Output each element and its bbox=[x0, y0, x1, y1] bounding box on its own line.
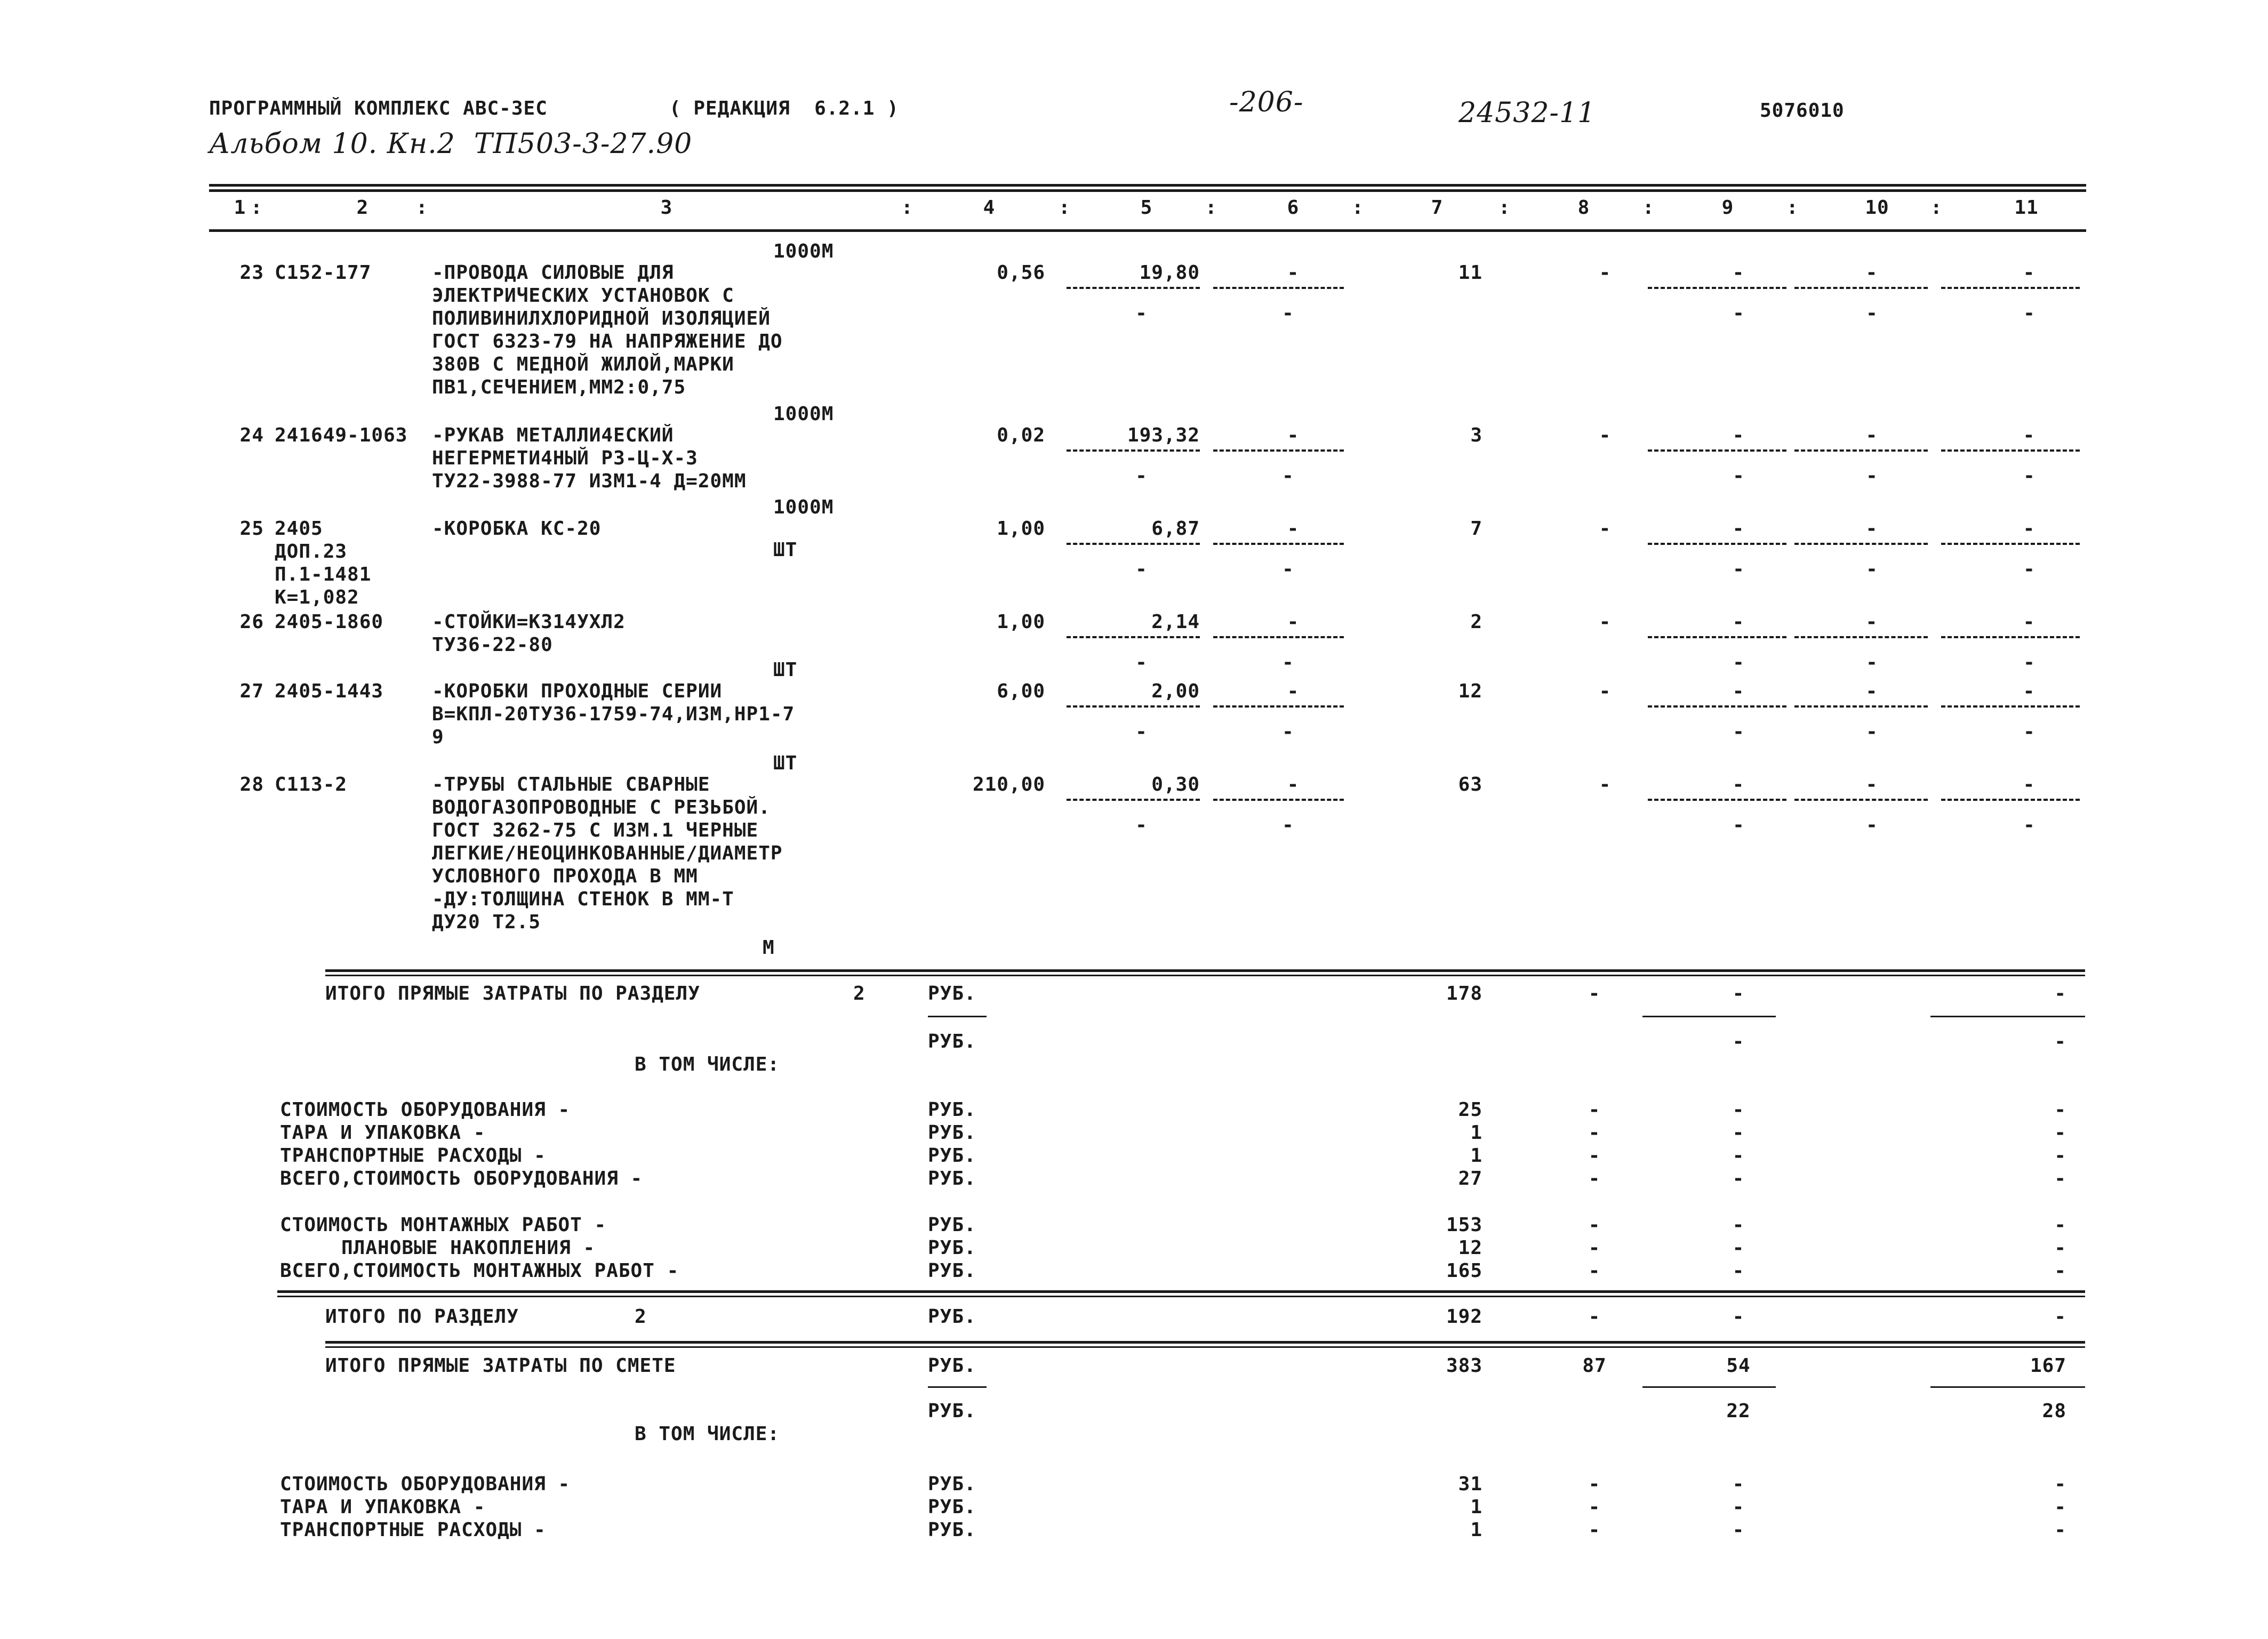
sub-dash-mark: - bbox=[1135, 721, 1147, 743]
col10-value: - bbox=[1865, 518, 1878, 540]
unit-label: 1000М bbox=[773, 496, 834, 518]
row-number: 24 bbox=[239, 424, 264, 446]
sub-dash-mark: - bbox=[1866, 558, 1878, 580]
total-cost: 178 bbox=[1446, 983, 1482, 1005]
sub-dash-mark: - bbox=[1282, 814, 1294, 836]
column-separator: : bbox=[1930, 197, 1943, 219]
item-description: ЭЛЕКТРИЧЕСКИХ УСТАНОВОК С bbox=[432, 285, 734, 307]
column-separator: : bbox=[1059, 197, 1071, 219]
col11-value: - bbox=[2054, 1260, 2066, 1282]
section-item: ТАРА И УПАКОВКА - bbox=[280, 1122, 486, 1144]
currency-unit: РУБ. bbox=[928, 1237, 976, 1259]
edition-label: ( РЕДАКЦИЯ 6.2.1 ) bbox=[669, 98, 899, 119]
col9-underline bbox=[1642, 1386, 1776, 1388]
total-cost: 12 bbox=[1458, 1237, 1482, 1259]
subtotal-dash bbox=[1067, 799, 1200, 802]
item-description: ГОСТ 3262-75 С ИЗМ.1 ЧЕРНЫЕ bbox=[432, 820, 759, 841]
unit-label: 1000М bbox=[773, 403, 834, 425]
row-number: 23 bbox=[239, 262, 264, 284]
currency-unit: РУБ. bbox=[928, 1145, 976, 1167]
unit-price: 19,80 bbox=[1139, 262, 1200, 284]
item-description: УСЛОВНОГО ПРОХОДА В ММ bbox=[432, 865, 698, 887]
item-code: П.1-1481 bbox=[275, 564, 372, 585]
column-header-6: 6 bbox=[1287, 197, 1300, 219]
column-header-2: 2 bbox=[356, 197, 369, 219]
col11-value: - bbox=[2054, 1168, 2066, 1190]
col9-value: - bbox=[1732, 1496, 1745, 1518]
currency-unit: РУБ. bbox=[928, 1260, 976, 1282]
document-id: 5076010 bbox=[1760, 100, 1845, 122]
item-code: 2405 bbox=[275, 518, 323, 540]
column-header-9: 9 bbox=[1721, 197, 1734, 219]
column-separator: : bbox=[1205, 197, 1217, 219]
subtotal-dash bbox=[1213, 449, 1344, 453]
column-header-4: 4 bbox=[983, 197, 996, 219]
col10-value: - bbox=[1865, 611, 1878, 633]
col11-value: - bbox=[2023, 518, 2035, 540]
col11-value: - bbox=[2054, 1214, 2066, 1236]
item-description: В=КПЛ-20ТУ36-1759-74,ИЗМ,НР1-7 bbox=[432, 703, 795, 725]
col6-value: - bbox=[1287, 774, 1300, 796]
col9-value: - bbox=[1732, 424, 1745, 446]
item-description: -ПРОВОДА СИЛОВЫЕ ДЛЯ bbox=[432, 262, 674, 284]
album-reference: Альбом 10. Кн.2 ТП503-3-27.90 bbox=[209, 128, 693, 160]
unit-price: 2,00 bbox=[1151, 680, 1200, 702]
column-header-8: 8 bbox=[1577, 197, 1590, 219]
subtotal-dash bbox=[1794, 449, 1928, 453]
col11-value: - bbox=[2023, 424, 2035, 446]
col6-value: - bbox=[1287, 611, 1300, 633]
col9-value: - bbox=[1732, 1260, 1745, 1282]
subtotal-dash bbox=[1213, 543, 1344, 547]
col8-value: - bbox=[1599, 262, 1612, 284]
col9-value: 54 bbox=[1726, 1355, 1751, 1377]
col10-value: - bbox=[1865, 774, 1878, 796]
subtotal-dash bbox=[1067, 636, 1200, 640]
currency-unit: РУБ. bbox=[928, 1122, 976, 1144]
col9-value: - bbox=[1732, 1306, 1745, 1328]
item-description: ВОДОГАЗОПРОВОДНЫЕ С РЕЗЬБОЙ. bbox=[432, 797, 771, 818]
subtotal-dash bbox=[1941, 287, 2080, 291]
col9-value: - bbox=[1732, 1168, 1745, 1190]
total-cost: 27 bbox=[1458, 1168, 1482, 1190]
subtotal-dash bbox=[1067, 543, 1200, 547]
currency-unit: РУБ. bbox=[928, 1496, 976, 1518]
currency-unit: РУБ. bbox=[928, 1355, 976, 1377]
sub-dash-mark: - bbox=[1733, 652, 1744, 673]
column-separator: : bbox=[1642, 197, 1655, 219]
estimate-rule bbox=[325, 1341, 2085, 1344]
program-title: ПРОГРАММНЫЙ КОМПЛЕКС АВС-ЗЕС bbox=[209, 98, 548, 119]
sub-dash-mark: - bbox=[1733, 465, 1744, 487]
col8-value: - bbox=[1599, 611, 1612, 633]
row-number: 26 bbox=[239, 611, 264, 633]
item-description: -ДУ:ТОЛЩИНА СТЕНОК В ММ-Т bbox=[432, 888, 734, 910]
total-cost: 11 bbox=[1458, 262, 1482, 284]
item-code: 241649-1063 bbox=[275, 424, 408, 446]
sub-dash-mark: - bbox=[2023, 721, 2035, 743]
item-description: НЕГЕРМЕТИ4НЫЙ Р3-Ц-Х-3 bbox=[432, 447, 698, 469]
col9-value: - bbox=[1732, 262, 1745, 284]
item-description: -КОРОБКИ ПРОХОДНЫЕ СЕРИИ bbox=[432, 680, 723, 702]
sub-dash-mark: - bbox=[1733, 721, 1744, 743]
sub-dash-mark: - bbox=[1135, 652, 1147, 673]
total-cost: 25 bbox=[1458, 1099, 1482, 1121]
sub-dash-mark: - bbox=[2023, 814, 2035, 836]
section-item: ВСЕГО,СТОИМОСТЬ ОБОРУДОВАНИЯ - bbox=[280, 1168, 643, 1190]
quantity: 1,00 bbox=[997, 518, 1045, 540]
sub-dash-mark: - bbox=[2023, 465, 2035, 487]
item-description: ЛЕГКИЕ/НЕОЦИНКОВАННЫЕ/ДИАМЕТР bbox=[432, 842, 783, 864]
subtotal-dash bbox=[1648, 705, 1786, 709]
section-item: ВСЕГО,СТОИМОСТЬ МОНТАЖНЫХ РАБОТ - bbox=[280, 1260, 679, 1282]
including-heading: В ТОМ ЧИСЛЕ: bbox=[635, 1423, 780, 1445]
col10-value: - bbox=[1865, 262, 1878, 284]
section-item: СТОИМОСТЬ МОНТАЖНЫХ РАБОТ - bbox=[280, 1214, 607, 1236]
col11-value: - bbox=[2054, 1306, 2066, 1328]
col8-value: - bbox=[1588, 1519, 1601, 1541]
col11-value: - bbox=[2023, 680, 2035, 702]
column-separator: : bbox=[1352, 197, 1364, 219]
subtotal-dash bbox=[1794, 705, 1928, 709]
col8-value: - bbox=[1588, 1214, 1601, 1236]
page-number: -206- bbox=[1229, 86, 1304, 118]
col8-value: - bbox=[1588, 1260, 1601, 1282]
section-number: 2 bbox=[853, 983, 865, 1005]
section-total-rule bbox=[277, 1290, 2085, 1293]
subtotal-dash bbox=[1794, 287, 1928, 291]
sub-dash-mark: - bbox=[1866, 652, 1878, 673]
col9-value: - bbox=[1732, 518, 1745, 540]
column-header-5: 5 bbox=[1140, 197, 1153, 219]
sub-dash-mark: - bbox=[2023, 558, 2035, 580]
col9-value: - bbox=[1732, 774, 1745, 796]
estimate-direct-costs: ИТОГО ПРЯМЫЕ ЗАТРАТЫ ПО СМЕТЕ bbox=[325, 1355, 676, 1377]
col9-value: - bbox=[1732, 1122, 1745, 1144]
unit-label: ШТ bbox=[773, 752, 798, 774]
sub-dash-mark: - bbox=[1135, 814, 1147, 836]
item-code: К=1,082 bbox=[275, 586, 359, 608]
unit-price: 6,87 bbox=[1151, 518, 1200, 540]
subtotal-dash bbox=[1648, 543, 1786, 547]
column-separator: : bbox=[1498, 197, 1511, 219]
col8-value: - bbox=[1588, 1122, 1601, 1144]
col9-value: - bbox=[1732, 1237, 1745, 1259]
col11-value: - bbox=[2054, 983, 2066, 1005]
column-header-1: 1 bbox=[234, 197, 246, 219]
column-header-7: 7 bbox=[1431, 197, 1444, 219]
currency-underline bbox=[928, 1016, 987, 1017]
section-total: ИТОГО ПО РАЗДЕЛУ bbox=[325, 1306, 519, 1328]
total-cost: 383 bbox=[1446, 1355, 1482, 1377]
subtotal-dash bbox=[1941, 636, 2080, 640]
col8-value: - bbox=[1599, 518, 1612, 540]
currency-unit: РУБ. bbox=[928, 1400, 976, 1422]
quantity: 6,00 bbox=[997, 680, 1045, 702]
col11-value: - bbox=[2054, 1473, 2066, 1495]
sub-dash-mark: - bbox=[1866, 302, 1878, 324]
col6-value: - bbox=[1287, 518, 1300, 540]
section-total-rule-2 bbox=[277, 1296, 2085, 1297]
subtotal-dash bbox=[1067, 449, 1200, 453]
item-code: С113-2 bbox=[275, 774, 348, 796]
col11-value: 28 bbox=[2042, 1400, 2066, 1422]
row-number: 28 bbox=[239, 774, 264, 796]
col8-value: - bbox=[1588, 1168, 1601, 1190]
item-description: ПОЛИВИНИЛХЛОРИДНОЙ ИЗОЛЯЦИЕЙ bbox=[432, 308, 771, 330]
col11-value: - bbox=[2023, 774, 2035, 796]
sub-dash-mark: - bbox=[1733, 558, 1744, 580]
quantity: 0,02 bbox=[997, 424, 1045, 446]
sub-dash-mark: - bbox=[2023, 652, 2035, 673]
item-description: ПВ1,СЕЧЕНИЕМ,ММ2:0,75 bbox=[432, 376, 686, 398]
col11-value: - bbox=[2054, 1519, 2066, 1541]
sub-dash-mark: - bbox=[1135, 465, 1147, 487]
total-cost: 1 bbox=[1470, 1496, 1482, 1518]
including-heading: В ТОМ ЧИСЛЕ: bbox=[635, 1054, 780, 1075]
unit-label: ШТ bbox=[773, 659, 798, 681]
col9-value: - bbox=[1732, 1145, 1745, 1167]
total-cost: 165 bbox=[1446, 1260, 1482, 1282]
quantity: 0,56 bbox=[997, 262, 1045, 284]
item-description: 9 bbox=[432, 726, 444, 748]
currency-unit: РУБ. bbox=[928, 1099, 976, 1121]
section-item: СТОИМОСТЬ ОБОРУДОВАНИЯ - bbox=[280, 1099, 571, 1121]
row-number: 25 bbox=[239, 518, 264, 540]
currency-unit: РУБ. bbox=[928, 1519, 976, 1541]
sub-dash-mark: - bbox=[1282, 721, 1294, 743]
subtotal-dash bbox=[1213, 705, 1344, 709]
subtotal-dash bbox=[1648, 636, 1786, 640]
item-description: -СТОЙКИ=К314УХЛ2 bbox=[432, 611, 626, 633]
unit-label: М bbox=[763, 937, 775, 959]
col9-value: - bbox=[1732, 680, 1745, 702]
item-description: -ТРУБЫ СТАЛЬНЫЕ СВАРНЫЕ bbox=[432, 774, 710, 796]
row-number: 27 bbox=[239, 680, 264, 702]
currency-unit: РУБ. bbox=[928, 1168, 976, 1190]
subtotal-dash bbox=[1941, 705, 2080, 709]
col8-value: - bbox=[1599, 774, 1612, 796]
currency-unit: РУБ. bbox=[928, 983, 976, 1005]
sub-dash-mark: - bbox=[1282, 558, 1294, 580]
col8-value: - bbox=[1588, 1145, 1601, 1167]
col11-underline bbox=[1930, 1386, 2085, 1388]
total-cost: 153 bbox=[1446, 1214, 1482, 1236]
column-header-3: 3 bbox=[660, 197, 673, 219]
subtotal-dash bbox=[1213, 287, 1344, 291]
subtotal-dash bbox=[1067, 287, 1200, 291]
col9-value: - bbox=[1732, 983, 1745, 1005]
item-description: ГОСТ 6323-79 НА НАПРЯЖЕНИЕ ДО bbox=[432, 331, 783, 352]
column-separator: : bbox=[416, 197, 428, 219]
col9-value: - bbox=[1732, 1214, 1745, 1236]
total-cost: 1 bbox=[1470, 1145, 1482, 1167]
column-header-10: 10 bbox=[1865, 197, 1889, 219]
sub-dash-mark: - bbox=[1282, 465, 1294, 487]
col10-value: - bbox=[1865, 424, 1878, 446]
item-description: ТУ22-3988-77 ИЗМ1-4 Д=20ММ bbox=[432, 470, 747, 492]
item-description: ТУ36-22-80 bbox=[432, 634, 553, 656]
col11-value: - bbox=[2054, 1122, 2066, 1144]
col11-value: - bbox=[2054, 1099, 2066, 1121]
col9-value: - bbox=[1732, 1031, 1745, 1053]
column-separator: : bbox=[251, 197, 263, 219]
item-code: 2405-1860 bbox=[275, 611, 384, 633]
unit-price: 0,30 bbox=[1151, 774, 1200, 796]
document-code: 24532-11 bbox=[1458, 97, 1596, 129]
quantity: 210,00 bbox=[972, 774, 1045, 796]
section-item: ПЛАНОВЫЕ НАКОПЛЕНИЯ - bbox=[341, 1237, 596, 1259]
currency-underline bbox=[928, 1386, 987, 1388]
unit-label: ШТ bbox=[773, 539, 798, 561]
total-cost: 192 bbox=[1446, 1306, 1482, 1328]
col6-value: - bbox=[1287, 262, 1300, 284]
item-code: ДОП.23 bbox=[275, 541, 348, 563]
subtotal-dash bbox=[1067, 705, 1200, 709]
subtotal-dash bbox=[1213, 799, 1344, 802]
col11-value: - bbox=[2054, 1237, 2066, 1259]
unit-price: 193,32 bbox=[1127, 424, 1200, 446]
estimate-item: ТРАНСПОРТНЫЕ РАСХОДЫ - bbox=[280, 1519, 546, 1541]
col11-value: - bbox=[2023, 611, 2035, 633]
estimate-item: СТОИМОСТЬ ОБОРУДОВАНИЯ - bbox=[280, 1473, 571, 1495]
sub-dash-mark: - bbox=[1866, 721, 1878, 743]
currency-unit: РУБ. bbox=[928, 1214, 976, 1236]
item-description: 380В С МЕДНОЙ ЖИЛОЙ,МАРКИ bbox=[432, 353, 734, 375]
col11-value: 167 bbox=[2030, 1355, 2066, 1377]
section-rule-2 bbox=[325, 975, 2085, 976]
sub-dash-mark: - bbox=[1135, 558, 1147, 580]
col6-value: - bbox=[1287, 680, 1300, 702]
col8-value: 87 bbox=[1582, 1355, 1607, 1377]
subtotal-dash bbox=[1213, 636, 1344, 640]
col9-value: 22 bbox=[1726, 1400, 1751, 1422]
item-description: -РУКАВ МЕТАЛЛИ4ЕСКИЙ bbox=[432, 424, 674, 446]
sub-dash-mark: - bbox=[1866, 814, 1878, 836]
item-description: -КОРОБКА КС-20 bbox=[432, 518, 602, 540]
subtotal-dash bbox=[1941, 449, 2080, 453]
section-item: ТРАНСПОРТНЫЕ РАСХОДЫ - bbox=[280, 1145, 546, 1167]
col9-value: - bbox=[1732, 611, 1745, 633]
col8-value: - bbox=[1588, 983, 1601, 1005]
total-cost: 12 bbox=[1458, 680, 1482, 702]
estimate-item: ТАРА И УПАКОВКА - bbox=[280, 1496, 486, 1518]
total-cost: 31 bbox=[1458, 1473, 1482, 1495]
total-cost: 1 bbox=[1470, 1122, 1482, 1144]
sub-dash-mark: - bbox=[1282, 302, 1294, 324]
header-top-rule bbox=[209, 184, 2086, 187]
col9-value: - bbox=[1732, 1519, 1745, 1541]
column-separator: : bbox=[901, 197, 913, 219]
total-cost: 7 bbox=[1470, 518, 1482, 540]
column-header-11: 11 bbox=[2014, 197, 2039, 219]
total-cost: 1 bbox=[1470, 1519, 1482, 1541]
total-cost: 3 bbox=[1470, 424, 1482, 446]
sub-dash-mark: - bbox=[1135, 302, 1147, 324]
subtotal-dash bbox=[1794, 799, 1928, 802]
subtotal-dash bbox=[1941, 799, 2080, 802]
unit-price: 2,14 bbox=[1151, 611, 1200, 633]
subtotal-dash bbox=[1648, 287, 1786, 291]
col8-value: - bbox=[1588, 1237, 1601, 1259]
subtotal-dash bbox=[1794, 636, 1928, 640]
subtotal-dash bbox=[1794, 543, 1928, 547]
section-number: 2 bbox=[635, 1306, 647, 1328]
sub-dash-mark: - bbox=[1733, 814, 1744, 836]
col8-value: - bbox=[1588, 1473, 1601, 1495]
item-code: 2405-1443 bbox=[275, 680, 384, 702]
subtotal-dash bbox=[1648, 799, 1786, 802]
col9-underline bbox=[1642, 1016, 1776, 1017]
col8-value: - bbox=[1588, 1306, 1601, 1328]
currency-unit: РУБ. bbox=[928, 1031, 976, 1053]
item-description: ДУ20 Т2.5 bbox=[432, 911, 541, 933]
subtotal-dash bbox=[1941, 543, 2080, 547]
sub-dash-mark: - bbox=[2023, 302, 2035, 324]
col8-value: - bbox=[1599, 424, 1612, 446]
col10-value: - bbox=[1865, 680, 1878, 702]
sub-dash-mark: - bbox=[1733, 302, 1744, 324]
col11-value: - bbox=[2054, 1031, 2066, 1053]
col9-value: - bbox=[1732, 1099, 1745, 1121]
col11-value: - bbox=[2054, 1145, 2066, 1167]
unit-label: 1000М bbox=[773, 240, 834, 262]
section-direct-costs: ИТОГО ПРЯМЫЕ ЗАТРАТЫ ПО РАЗДЕЛУ bbox=[325, 983, 700, 1005]
item-code: С152-177 bbox=[275, 262, 372, 284]
sub-dash-mark: - bbox=[1282, 652, 1294, 673]
quantity: 1,00 bbox=[997, 611, 1045, 633]
col8-value: - bbox=[1588, 1496, 1601, 1518]
col11-value: - bbox=[2054, 1496, 2066, 1518]
col11-value: - bbox=[2023, 262, 2035, 284]
column-separator: : bbox=[1786, 197, 1799, 219]
section-rule bbox=[325, 969, 2085, 972]
total-cost: 63 bbox=[1458, 774, 1482, 796]
sub-dash-mark: - bbox=[1866, 465, 1878, 487]
estimate-rule-2 bbox=[325, 1346, 2085, 1348]
header-bottom-rule bbox=[209, 229, 2086, 232]
header-top-rule-2 bbox=[209, 189, 2086, 192]
col9-value: - bbox=[1732, 1473, 1745, 1495]
currency-unit: РУБ. bbox=[928, 1473, 976, 1495]
subtotal-dash bbox=[1648, 449, 1786, 453]
col6-value: - bbox=[1287, 424, 1300, 446]
col8-value: - bbox=[1599, 680, 1612, 702]
currency-unit: РУБ. bbox=[928, 1306, 976, 1328]
col8-value: - bbox=[1588, 1099, 1601, 1121]
total-cost: 2 bbox=[1470, 611, 1482, 633]
col11-underline bbox=[1930, 1016, 2085, 1017]
